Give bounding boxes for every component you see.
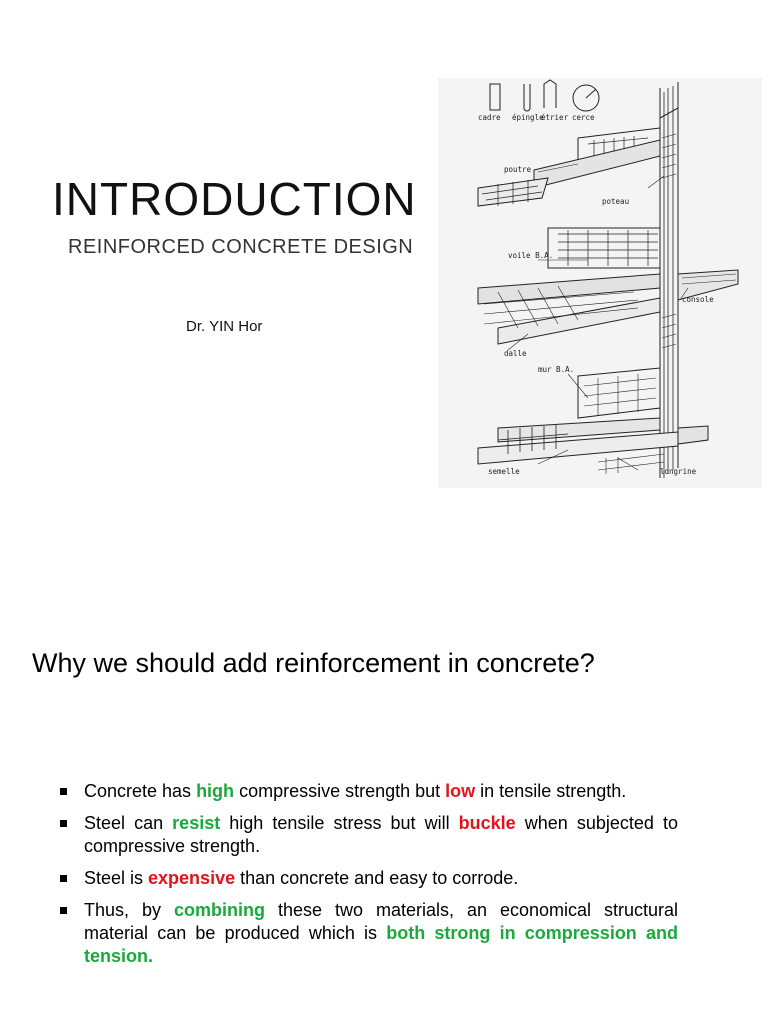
rebar-structure-drawing [438,78,762,488]
label-mur: mur B.A. [538,365,575,374]
bullet-square-icon [60,875,67,882]
author-name: Dr. YIN Hor [186,318,263,335]
etrier-shape-icon [544,80,556,108]
label-cadre: cadre [478,113,501,122]
reinforced-concrete-diagram [438,78,762,488]
highlight-green: high [196,781,235,801]
slide-subtitle: REINFORCED CONCRETE DESIGN [68,236,414,258]
highlight-red: expensive [148,868,236,888]
label-voile: voile B.A. [508,251,554,260]
bullet-square-icon [60,820,67,827]
label-etrier: étrier [541,113,569,122]
highlight-green: both strong in compression and tension. [84,923,678,966]
label-console: console [682,295,714,304]
highlight-green: combining [173,900,265,920]
bullet-list [58,780,678,977]
slide-title: INTRODUCTION [52,173,417,225]
label-poteau: poteau [602,197,630,206]
label-poutre: poutre [504,165,532,174]
bullet-square-icon [60,788,67,795]
label-dalle: dalle [504,349,527,358]
bullet-item: Concrete has high compressive strength but low in tensile strength. [58,780,678,803]
bullet-item: Steel can resist high tensile stress but will buckle when subjected to compressive strength. [58,812,678,858]
label-semelle: semelle [488,467,520,476]
slide-why-reinforcement [0,512,768,1024]
cadre-shape-icon [490,84,500,110]
bullet-item: Thus, by combining these two materials, an economical structural material can be produced which is both strong in compression and tension. [58,899,678,968]
label-cerce: cerce [572,113,595,122]
highlight-red: low [445,781,476,801]
bullet-square-icon [60,907,67,914]
bullet-item: Steel is expensive than concrete and easy to corrode. [58,867,678,890]
slide-heading: Why we should add reinforcement in concrete? [32,648,595,678]
label-epingle: épingle [512,113,544,122]
highlight-red: buckle [458,813,516,833]
epingle-shape-icon [524,84,530,111]
highlight-green: resist [172,813,221,833]
label-longrine: longrine [660,467,697,476]
